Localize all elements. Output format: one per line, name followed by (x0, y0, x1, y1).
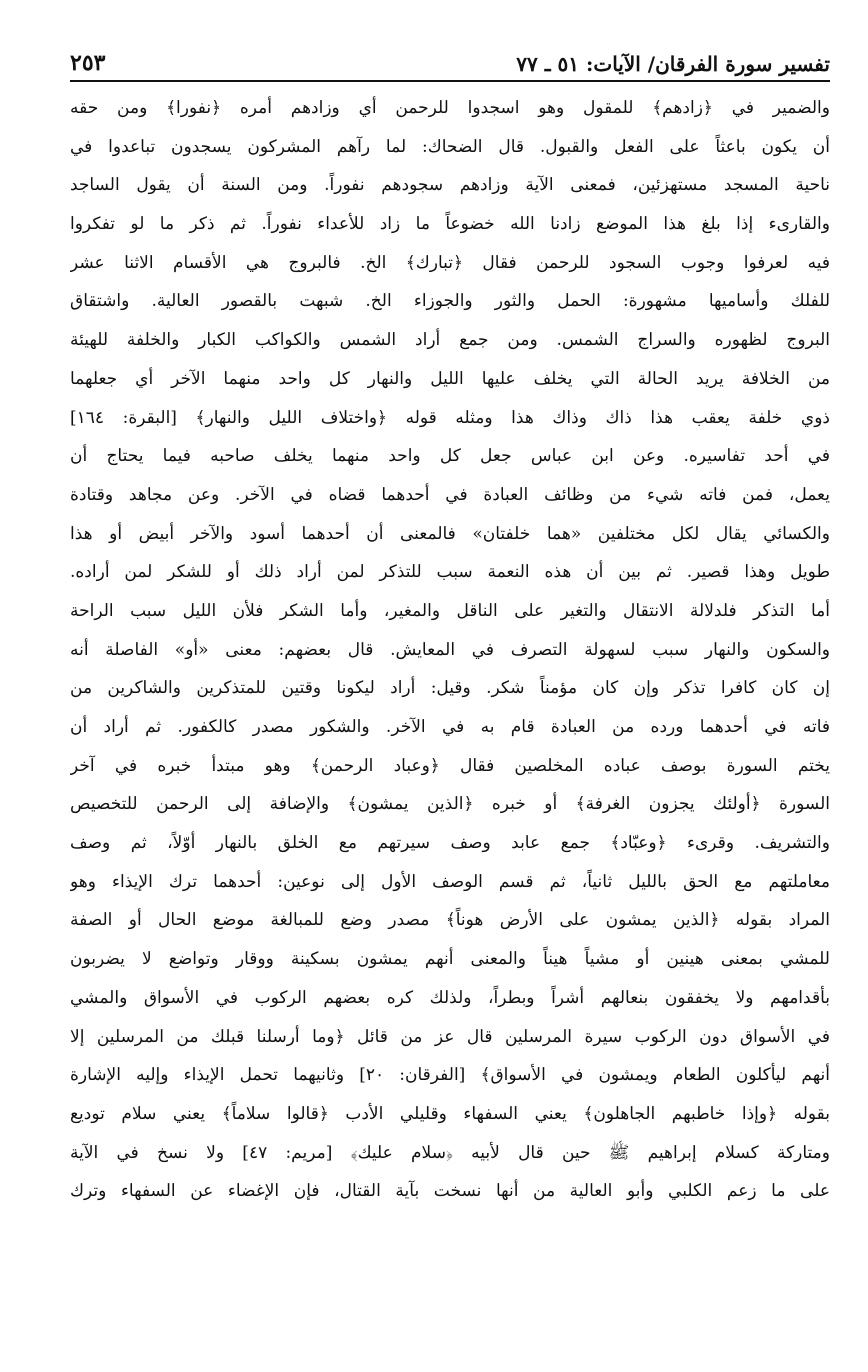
text-line: المراد بقوله ﴿الذين يمشون على الأرض هوناً﴾ مصدر وضع للمبالغة موضع الحال أو الصفة (70, 910, 830, 931)
text-line: السورة ﴿أولئك يجزون الغرفة﴾ أو خبره ﴿الذين يمشون﴾ والإضافة إلى الرحمن للتخصيص (70, 794, 830, 815)
text-line: فاته في أحدهما ورده من العبادة قام به في الآخر. والشكور مصدر كالكفور. ثم أراد أن (70, 717, 830, 737)
text-line: ناحية المسجد مستهزئين، فمعنى الآية وزادهم سجودهم نفوراً. ومن السنة أن يقول الساجد (70, 175, 830, 196)
text-line: ذوي خلفة يعقب هذا ذاك وذاك هذا ومثله قوله ﴿واختلاف الليل والنهار﴾ [البقرة: ١٦٤] (70, 407, 830, 428)
running-header (70, 40, 830, 76)
text-line: فيه لعرفوا وجوب السجود للرحمن فقال ﴿تبارك﴾ الخ. فالبروج هي الأقسام الاثنا عشر (70, 252, 830, 273)
text-line: أن يكون باعثاً على الفعل والقبول. قال الضحاك: لما رآهم المشركون يسجدون تباعدوا في (70, 136, 830, 157)
text-line: والكسائي يقال لكل مختلفين «هما خلفتان» فالمعنى أن أحدهما أسود والآخر أبيض أو هذا (70, 523, 830, 544)
text-line: على ما زعم الكلبي وأبو العالية من أنها نسخت بآية القتال، فإن الإغضاء عن السفهاء وترك (70, 1181, 830, 1202)
page-number: ٢٥٣ (70, 50, 106, 76)
text-line: إن كان كافرا تذكر وإن كان مؤمناً شكر. وقيل: أراد ليكونا وقتين للمتذكرين والشاكرين من (70, 678, 830, 699)
body-text (70, 89, 830, 1211)
text-line: معاملتهم مع الحق بالليل ثانياً، ثم قسم الوصف الأول إلى نوعين: أحدهما ترك الإيذاء وهو (70, 871, 830, 892)
text-line: للفلك وأساميها مشهورة: الحمل والثور والجوزاء الخ. شبهت بالقصور العالية. واشتقاق (70, 291, 830, 312)
text-line: أما التذكر فلدلالة الانتقال والتغير على الناقل والمغير، وأما الشكر فلأن الليل سبب الراحة (70, 600, 830, 621)
text-line: البروج لظهوره والسراج الشمس. ومن جمع أراد الشمس والكواكب الكبار والخلفة للهيئة (70, 330, 830, 351)
text-line: والسكون والنهار سبب لسهولة التصرف في المعايش. قال بعضهم: معنى «أو» الفاصلة أنه (70, 639, 830, 660)
text-line: ومتاركة كسلام إبراهيم ﷺ حين قال لأبيه ﴿سلام عليك﴾ [مريم: ٤٧] ولا نسخ في الآية (70, 1142, 830, 1163)
text-line: بأقدامهم ولا يخفقون بنعالهم أشراً وبطراً، ولذلك كره بعضهم الركوب في الأسواق والمشي (70, 987, 830, 1008)
text-line: بقوله ﴿وإذا خاطبهم الجاهلون﴾ يعني السفهاء وقليلي الأدب ﴿قالوا سلاماً﴾ يعني سلام توديع (70, 1103, 830, 1124)
text-line: والتشريف. وقرىء ﴿وعبّاد﴾ جمع عابد وصف سيرتهم مع الخلق بالنهار أوّلاً، ثم وصف (70, 833, 830, 854)
text-line: في أحد تفاسيره. وعن ابن عباس جعل كل واحد منهما يخلف صاحبه فيما يحتاج أن (70, 446, 830, 467)
text-line: أنهم ليأكلون الطعام ويمشون في الأسواق﴾ [الفرقان: ٢٠] وثانيهما تحمل الإيذاء وإليه الإشارة (70, 1065, 830, 1086)
text-line: يعمل، فمن فاته شيء من وظائف العبادة في أحدهما قضاه في الآخر. وعن مجاهد وقتادة (70, 484, 830, 505)
text-line: للمشي بمعنى هينين أو مشياً هيناً والمعنى أنهم يمشون بسكينة ووقار وتواضع لا يضربون (70, 949, 830, 970)
text-line: والضمير في ﴿زادهم﴾ للمقول وهو اسجدوا للرحمن أي وزادهم أمره ﴿نفورا﴾ ومن حقه (70, 98, 830, 118)
text-line: يختم السورة بوصف عباده المخلصين فقال ﴿وعباد الرحمن﴾ وهو مبتدأ خبره في آخر (70, 755, 830, 776)
header-rule (70, 80, 830, 82)
text-line: والقارىء إذا بلغ هذا الموضع زادنا الله خضوعاً ما زاد للأعداء نفوراً. ثم ذكر ما لو تفكروا (70, 214, 830, 235)
running-title: تفسير سورة الفرقان/ الآيات: ٥١ ـ ٧٧ (516, 52, 830, 76)
text-line: في الأسواق دون الركوب سيرة المرسلين قال عز من قائل ﴿وما أرسلنا قبلك من المرسلين إلا (70, 1026, 830, 1047)
text-line: طويل وهذا قصير. ثم بين أن هذه النعمة سبب للتذكر لمن أراد ذلك أو للشكر لمن أراده. (70, 562, 830, 583)
text-line: من الخلافة يريد الحالة التي يخلف عليها الليل والنهار كل واحد منهما الآخر أي جعلهما (70, 368, 830, 389)
